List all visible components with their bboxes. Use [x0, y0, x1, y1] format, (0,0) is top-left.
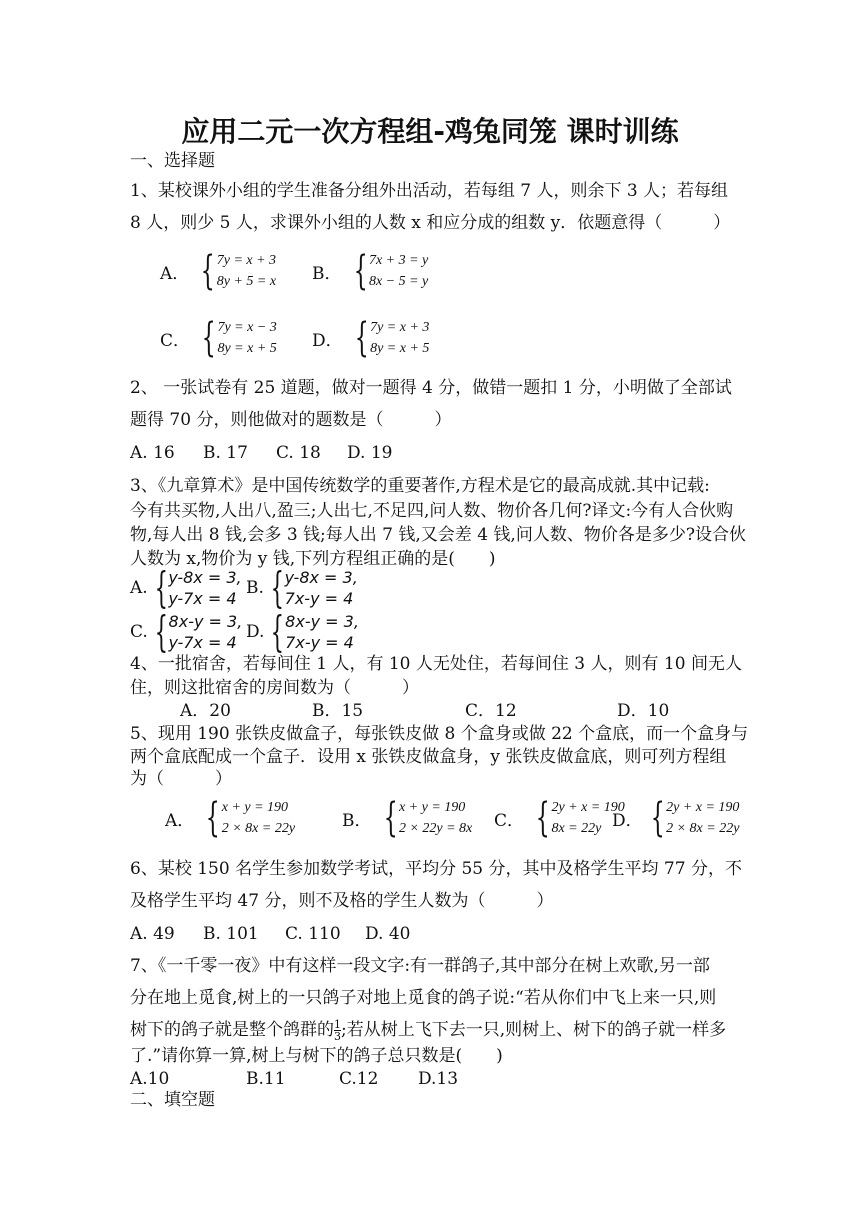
question-1-option-d[interactable]: [312, 317, 429, 359]
brace-icon: {: [206, 795, 221, 841]
option-label: A.: [130, 578, 148, 598]
question-1-option-c[interactable]: [160, 317, 277, 359]
question-2-option-b[interactable]: B. 17: [203, 443, 248, 463]
question-4-option-a[interactable]: A．20: [180, 701, 231, 721]
question-5-text: 5、现用 190 张铁皮做盒子，每张铁皮做 8 个盒身或做 22 个盒底，而一个盒身与: [130, 724, 749, 744]
brace-icon: {: [201, 248, 216, 294]
question-7-text: 了.”请你算一算,树上与树下的鸽子总只数是( ): [130, 1046, 503, 1066]
question-7-option-b[interactable]: B.11: [246, 1069, 286, 1089]
equation: x + y = 190: [221, 800, 289, 815]
question-1-option-a[interactable]: [160, 250, 276, 292]
equation: 7y = x + 3: [370, 320, 430, 335]
equation: 7y = x − 3: [217, 320, 277, 335]
equation: 2y + x = 190: [551, 800, 625, 815]
question-4-text: 4、一批宿舍，若每间住 1 人，有 10 人无处住，若每间住 3 人，则有 10 间无人: [130, 654, 742, 674]
brace-icon: {: [383, 795, 398, 841]
option-label: D．: [612, 810, 643, 831]
equation: 8x-y = 3,: [285, 612, 359, 631]
brace-icon: {: [650, 795, 665, 841]
question-4-option-b[interactable]: B．15: [312, 701, 364, 721]
question-1-text: 8 人，则少 5 人，求课外小组的人数 x 和应分成的组数 y．依题意得（ ）: [130, 213, 731, 233]
question-7-text-part: ;若从树上飞下去一只,则树上、树下的鸽子就一样多: [341, 1020, 727, 1040]
question-2-option-a[interactable]: A. 16: [130, 443, 175, 463]
question-3-option-a[interactable]: [130, 563, 242, 612]
brace-icon: {: [354, 315, 369, 361]
question-6-option-d[interactable]: D. 40: [365, 924, 411, 944]
equation: 7x-y = 4: [284, 589, 354, 608]
page-title: 应用二元一次方程组-鸡兔同笼 课时训练: [181, 115, 679, 148]
question-7-option-a[interactable]: A.10: [130, 1069, 170, 1089]
equation: 2 × 8x = 22y: [666, 821, 740, 836]
equation: 8y = x + 5: [217, 341, 277, 356]
section-heading-choice: 一、选择题: [130, 151, 215, 171]
question-5-text: 为（ ）: [130, 769, 232, 789]
question-6-text: 及格学生平均 47 分，则不及格的学生人数为（ ）: [130, 891, 554, 911]
option-label: A．: [160, 263, 190, 284]
question-2-option-d[interactable]: D. 19: [347, 443, 393, 463]
question-7-text: 分在地上觅食,树上的一只鸽子对地上觅食的鸽子说:“若从你们中飞上来一只,则: [130, 988, 717, 1008]
brace-icon: {: [154, 607, 168, 656]
option-label: C.: [130, 622, 148, 642]
equation: 8x − 5 = y: [368, 274, 429, 289]
question-2-text: 题得 70 分，则他做对的题数是（ ）: [130, 410, 452, 430]
question-7-text-part: 树下的鸽子就是整个鸽群的: [130, 1020, 334, 1040]
fraction: [334, 1019, 341, 1042]
equation: y-7x = 4: [168, 633, 237, 652]
brace-icon: {: [271, 607, 285, 656]
question-2-text: 2、 一张试卷有 25 道题，做对一题得 4 分，做错一题扣 1 分，小明做了全部试: [130, 378, 732, 398]
brace-icon: {: [270, 563, 284, 612]
option-label: C．: [160, 330, 191, 351]
question-3-text: 3、《九章算术》是中国传统数学的重要著作,方程术是它的最高成就.其中记载:: [130, 476, 710, 496]
brace-icon: {: [154, 563, 168, 612]
question-1-text: 1、某校课外小组的学生准备分组外出活动，若每组 7 人，则余下 3 人；若每组: [130, 181, 729, 201]
equation: 8x = 22y: [551, 821, 602, 836]
fraction-numerator: 1: [334, 1018, 341, 1031]
question-6-option-b[interactable]: B. 101: [203, 924, 259, 944]
question-7-option-d[interactable]: D.13: [418, 1069, 459, 1089]
option-label: A．: [165, 810, 195, 831]
question-5-option-b[interactable]: [342, 797, 472, 839]
question-7-text: 7、《一千零一夜》中有这样一段文字:有一群鸽子,其中部分在树上欢歌,另一部: [130, 956, 710, 976]
question-3-text: 今有共买物,人出八,盈三;人出七,不足四,问人数、物价各几何?译文:今有人合伙购: [130, 501, 734, 521]
equation: 8x-y = 3,: [168, 612, 243, 631]
question-3-text: 人数为 x,物价为 y 钱,下列方程组正确的是( ): [130, 549, 496, 569]
question-5-option-c[interactable]: [494, 797, 625, 839]
equation: 2y + x = 190: [666, 800, 740, 815]
question-3-option-d[interactable]: [246, 607, 359, 656]
brace-icon: {: [353, 248, 368, 294]
question-6-text: 6、某校 150 名学生参加数学考试，平均分 55 分，其中及格学生平均 77 分，不: [130, 859, 742, 879]
equation: 7x + 3 = y: [368, 253, 429, 268]
equation: 8y = x + 5: [370, 341, 430, 356]
question-5-option-d[interactable]: [612, 797, 739, 839]
question-4-text: 住，则这批宿舍的房间数为（ ）: [130, 678, 419, 698]
equation: x + y = 190: [398, 800, 466, 815]
equation: 2 × 22y = 8x: [398, 821, 473, 836]
equation: 8y + 5 = x: [216, 274, 277, 289]
brace-icon: {: [535, 795, 550, 841]
question-3-option-b[interactable]: [246, 563, 358, 612]
option-label: D．: [312, 330, 343, 351]
question-6-option-c[interactable]: C. 110: [285, 924, 341, 944]
section-heading-fill: 二、填空题: [130, 1090, 215, 1110]
option-label: B.: [246, 578, 264, 598]
equation: y-7x = 4: [168, 589, 237, 608]
question-3-text: 物,每人出 8 钱,会多 3 钱;每人出 7 钱,又会差 4 钱,问人数、物价各是多少?设合伙: [130, 525, 746, 545]
equation: 7x-y = 4: [285, 633, 354, 652]
question-6-option-a[interactable]: A. 49: [130, 924, 175, 944]
equation: y-8x = 3,: [168, 568, 242, 587]
question-5-text: 两个盒底配成一个盒子．设用 x 张铁皮做盒身，y 张铁皮做盒底，则可列方程组: [130, 747, 727, 767]
option-label: C．: [494, 810, 525, 831]
question-4-option-c[interactable]: C．12: [465, 701, 517, 721]
equation: y-8x = 3,: [284, 568, 358, 587]
question-1-option-b[interactable]: [312, 250, 428, 292]
fraction-denominator: 3: [334, 1030, 341, 1043]
question-4-option-d[interactable]: D．10: [617, 701, 670, 721]
question-5-option-a[interactable]: [165, 797, 295, 839]
question-2-option-c[interactable]: C. 18: [276, 443, 321, 463]
option-label: B．: [312, 263, 342, 284]
option-label: B．: [342, 810, 372, 831]
question-7-text: [130, 1019, 726, 1042]
brace-icon: {: [201, 315, 216, 361]
question-7-option-c[interactable]: C.12: [339, 1069, 379, 1089]
equation: 2 × 8x = 22y: [221, 821, 296, 836]
option-label: D.: [246, 622, 265, 642]
question-3-option-c[interactable]: [130, 607, 243, 656]
equation: 7y = x + 3: [216, 253, 277, 268]
